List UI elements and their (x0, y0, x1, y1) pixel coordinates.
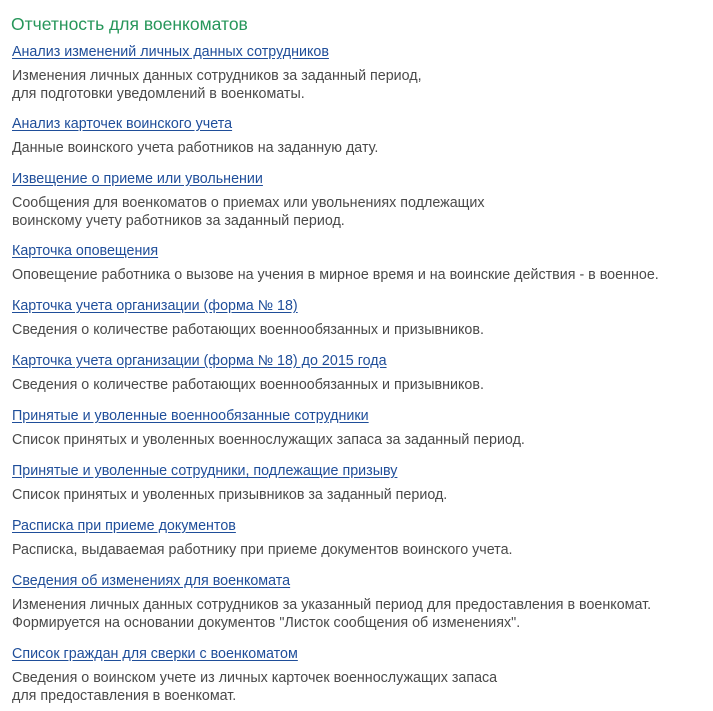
report-description: Сведения о воинском учете из личных карточек военнослужащих запаса для предоставления в военкомат. (12, 670, 498, 704)
report-item (12, 43, 707, 103)
report-item (12, 517, 707, 560)
report-link-citizens-reconciliation-list[interactable]: Список граждан для сверки с военкоматом (12, 646, 298, 662)
report-description: Список принятых и уволенных призывников за заданный период. (12, 487, 448, 503)
report-description: Расписка, выдаваемая работнику при приеме документов воинского учета. (12, 542, 513, 558)
report-description: Сведения о количестве работающих военнообязанных и призывников. (12, 322, 484, 338)
report-item (12, 170, 707, 230)
report-link-hire-dismissal-notice[interactable]: Извещение о приеме или увольнении (12, 171, 263, 187)
report-item (12, 352, 707, 395)
report-item (12, 572, 707, 632)
report-description: Данные воинского учета работников на заданную дату. (12, 140, 379, 156)
report-description: Изменения личных данных сотрудников за указанный период для предоставления в военкомат. Формируется на основании документов "Листок сообщения об изменениях". (12, 597, 652, 631)
report-link-changes-for-commissariat[interactable]: Сведения об изменениях для военкомата (12, 573, 291, 589)
report-item (12, 462, 707, 505)
report-description: Сообщения для военкоматов о приемах или увольнениях подлежащих воинскому учету работников за заданный период. (12, 195, 485, 229)
report-link-personal-data-changes[interactable]: Анализ изменений личных данных сотрудников (12, 44, 329, 60)
report-item (12, 645, 707, 705)
report-item (12, 242, 707, 285)
report-description: Список принятых и уволенных военнослужащих запаса за заданный период. (12, 432, 525, 448)
report-item (12, 115, 707, 158)
report-link-hired-dismissed-conscripts[interactable]: Принятые и уволенные сотрудники, подлежащие призыву (12, 463, 398, 479)
report-link-hired-dismissed-reservists[interactable]: Принятые и уволенные военнообязанные сотрудники (12, 408, 369, 424)
report-description: Оповещение работника о вызове на учения в мирное время и на воинские действия - в военное. (12, 267, 659, 283)
report-link-notification-card[interactable]: Карточка оповещения (12, 243, 159, 259)
report-link-form-18[interactable]: Карточка учета организации (форма № 18) (12, 298, 298, 314)
report-item (12, 407, 707, 450)
report-link-form-18-before-2015[interactable]: Карточка учета организации (форма № 18) до 2015 года (12, 353, 387, 369)
report-link-document-receipt[interactable]: Расписка при приеме документов (12, 518, 236, 534)
report-item (12, 297, 707, 340)
section-title: Отчетность для военкоматов (11, 14, 248, 34)
report-description: Изменения личных данных сотрудников за заданный период, для подготовки уведомлений в военкоматы. (12, 68, 422, 102)
report-description: Сведения о количестве работающих военнообязанных и призывников. (12, 377, 484, 393)
report-link-military-cards-analysis[interactable]: Анализ карточек воинского учета (12, 116, 233, 132)
